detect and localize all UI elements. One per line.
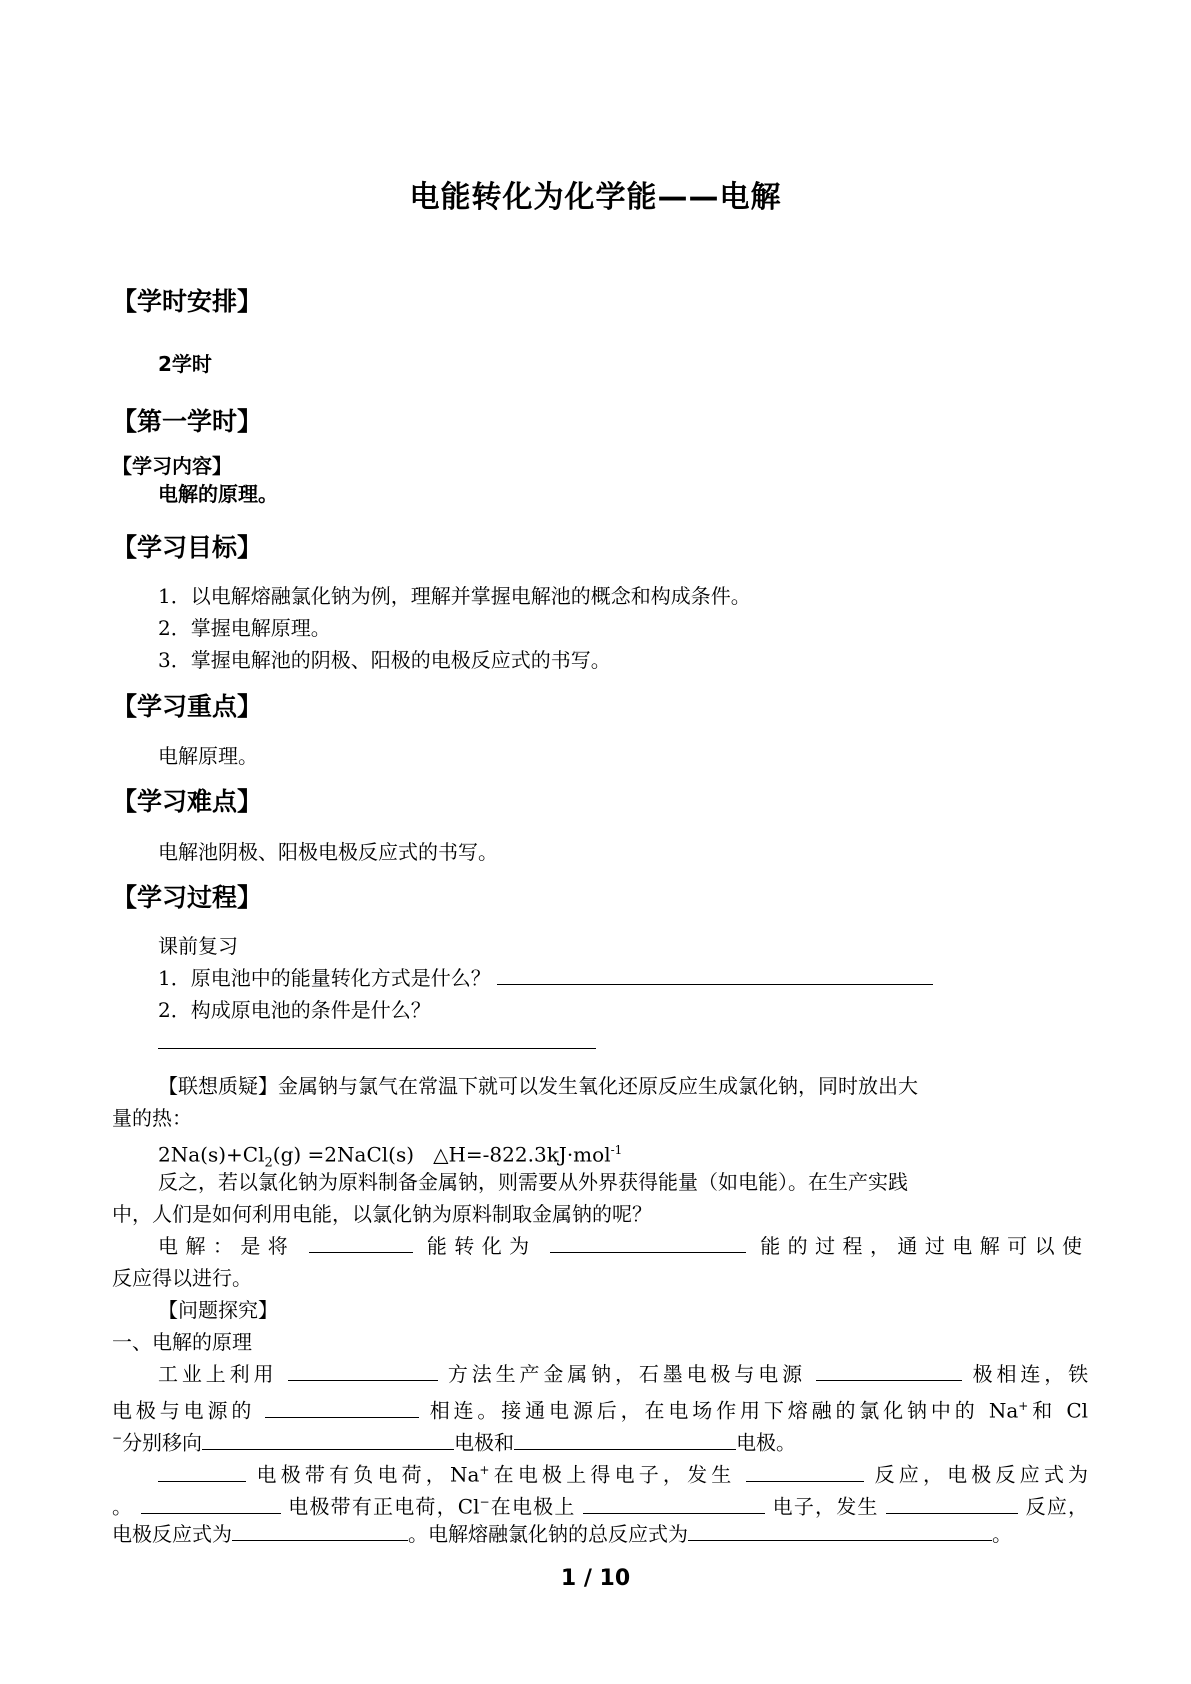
equation-lhs-b: (g) =2NaCl(s)	[272, 1142, 415, 1167]
p5-minus: −	[479, 1495, 490, 1509]
p2-blank-1[interactable]	[265, 1395, 419, 1418]
p1-text-b: 方法生产金属钠，石墨电极与电源	[447, 1362, 807, 1386]
p3-text-c: 电极。	[736, 1430, 797, 1455]
p4-blank-2[interactable]	[746, 1459, 864, 1482]
association-paragraph-line-1	[112, 1070, 1088, 1102]
p5-text-a: 。	[112, 1494, 134, 1519]
heading-goals: 【学习目标】	[112, 533, 263, 562]
heading-first-period: 【第一学时】	[112, 407, 263, 436]
page-title: 电能转化为化学能——电解	[409, 180, 782, 215]
association-paragraph-line-2: 量的热：	[112, 1106, 192, 1130]
p4-plus: +	[479, 1463, 490, 1477]
review-question-2: 2．构成原电池的条件是什么？	[158, 998, 431, 1022]
association-text-1: 金属钠与氯气在常温下就可以发生氧化还原反应生成氯化钠，同时放出大	[278, 1074, 918, 1098]
p5-blank-2[interactable]	[583, 1491, 765, 1514]
goal-item-2: 2．掌握电解原理。	[158, 616, 331, 640]
schedule-content: 2学时	[158, 352, 212, 376]
definition-blank-1[interactable]	[309, 1230, 413, 1253]
heading-key-point: 【学习重点】	[112, 692, 263, 721]
review-title: 课前复习	[158, 934, 238, 958]
key-point-text: 电解原理。	[158, 744, 258, 768]
p5-text-c: 在电极上	[489, 1494, 576, 1519]
p5-blank-1[interactable]	[141, 1491, 281, 1514]
p4-text-b: 在电极上得电子，发生	[489, 1462, 736, 1487]
p5-text-d: 电子，发生	[772, 1494, 879, 1519]
p2-text-c: 和 Cl	[1028, 1398, 1089, 1423]
p6-blank-2[interactable]	[688, 1518, 992, 1541]
p1-text-a: 工业上利用	[158, 1362, 278, 1386]
page-total: 10	[599, 1566, 631, 1591]
p6-text-a: 电极反应式为	[112, 1522, 232, 1546]
page-separator: /	[576, 1566, 600, 1591]
p3-minus: −	[112, 1431, 123, 1445]
p5-text-b: 电极带有正电荷，Cl	[288, 1494, 480, 1519]
principle-title: 一、电解的原理	[112, 1330, 252, 1354]
p1-blank-2[interactable]	[816, 1358, 962, 1381]
answer-line-2	[158, 1026, 596, 1058]
page-current: 1	[560, 1566, 577, 1591]
p3-text-a: 分别移向	[122, 1430, 203, 1455]
principle-line-1	[112, 1358, 1088, 1390]
reverse-line-2: 中，人们是如何利用电能，以氯化钠为原料制取金属钠的呢？	[112, 1202, 652, 1226]
p1-blank-1[interactable]	[288, 1358, 438, 1381]
reverse-line-1: 反之，若以氯化钠为原料制备金属钠，则需要从外界获得能量（如电能）。在生产实践	[158, 1170, 908, 1194]
p1-text-c: 极相连，铁	[972, 1362, 1089, 1386]
heading-process: 【学习过程】	[112, 883, 263, 912]
equation-exponent: -1	[610, 1143, 623, 1157]
p5-text-e: 反应，	[1025, 1494, 1089, 1519]
p5-blank-3[interactable]	[886, 1491, 1018, 1514]
goal-item-3: 3．掌握电解池的阴极、阳极的电极反应式的书写。	[158, 648, 611, 672]
p3-blank-1[interactable]	[202, 1427, 454, 1450]
p6-blank-1[interactable]	[232, 1518, 408, 1541]
principle-line-6	[112, 1518, 1088, 1550]
equation-subscript: 2	[264, 1155, 273, 1171]
difficulty-text: 电解池阴极、阳极电极反应式的书写。	[158, 840, 498, 864]
p2-plus: +	[1018, 1399, 1029, 1413]
heading-schedule: 【学时安排】	[112, 287, 263, 316]
p6-text-b: 。电解熔融氯化钠的总反应式为	[408, 1522, 688, 1546]
answer-blank-2[interactable]	[158, 1034, 596, 1049]
equation-lhs-a: 2Na(s)+Cl	[158, 1142, 265, 1167]
association-tag: 【联想质疑】	[158, 1074, 278, 1098]
definition-text-c: 能的过程，通过电解可以使	[760, 1234, 1089, 1258]
p4-text-c: 反应，电极反应式为	[874, 1462, 1089, 1487]
heading-difficulty: 【学习难点】	[112, 787, 263, 816]
p4-text-a: 电极带有负电荷，Na	[256, 1462, 480, 1487]
electrolysis-definition-line-1	[112, 1230, 1088, 1262]
content-text: 电解的原理。	[158, 482, 278, 506]
inquiry-tag: 【问题探究】	[158, 1298, 278, 1322]
p3-text-b: 电极和	[454, 1430, 515, 1455]
definition-text-b: 能转化为	[426, 1234, 537, 1258]
page-number	[0, 1566, 1191, 1591]
definition-text-a: 电解：是将	[158, 1234, 296, 1258]
electrolysis-definition-line-2: 反应得以进行。	[112, 1266, 252, 1290]
p2-text-a: 电极与电源的	[112, 1398, 256, 1423]
p6-text-c: 。	[992, 1522, 1012, 1546]
heading-content: 【学习内容】	[112, 454, 232, 478]
review-question-1	[158, 962, 933, 994]
question-1-text: 1．原电池中的能量转化方式是什么？	[158, 966, 491, 990]
p4-blank-1[interactable]	[158, 1459, 246, 1482]
goal-item-1: 1．以电解熔融氯化钠为例，理解并掌握电解池的概念和构成条件。	[158, 584, 751, 608]
definition-blank-2[interactable]	[550, 1230, 746, 1253]
p3-blank-2[interactable]	[514, 1427, 736, 1450]
answer-blank-1[interactable]	[497, 962, 933, 985]
equation-enthalpy: △H=-822.3kJ·mol	[433, 1142, 611, 1167]
p2-text-b: 相连。接通电源后，在电场作用下熔融的氯化钠中的 Na	[429, 1398, 1019, 1423]
